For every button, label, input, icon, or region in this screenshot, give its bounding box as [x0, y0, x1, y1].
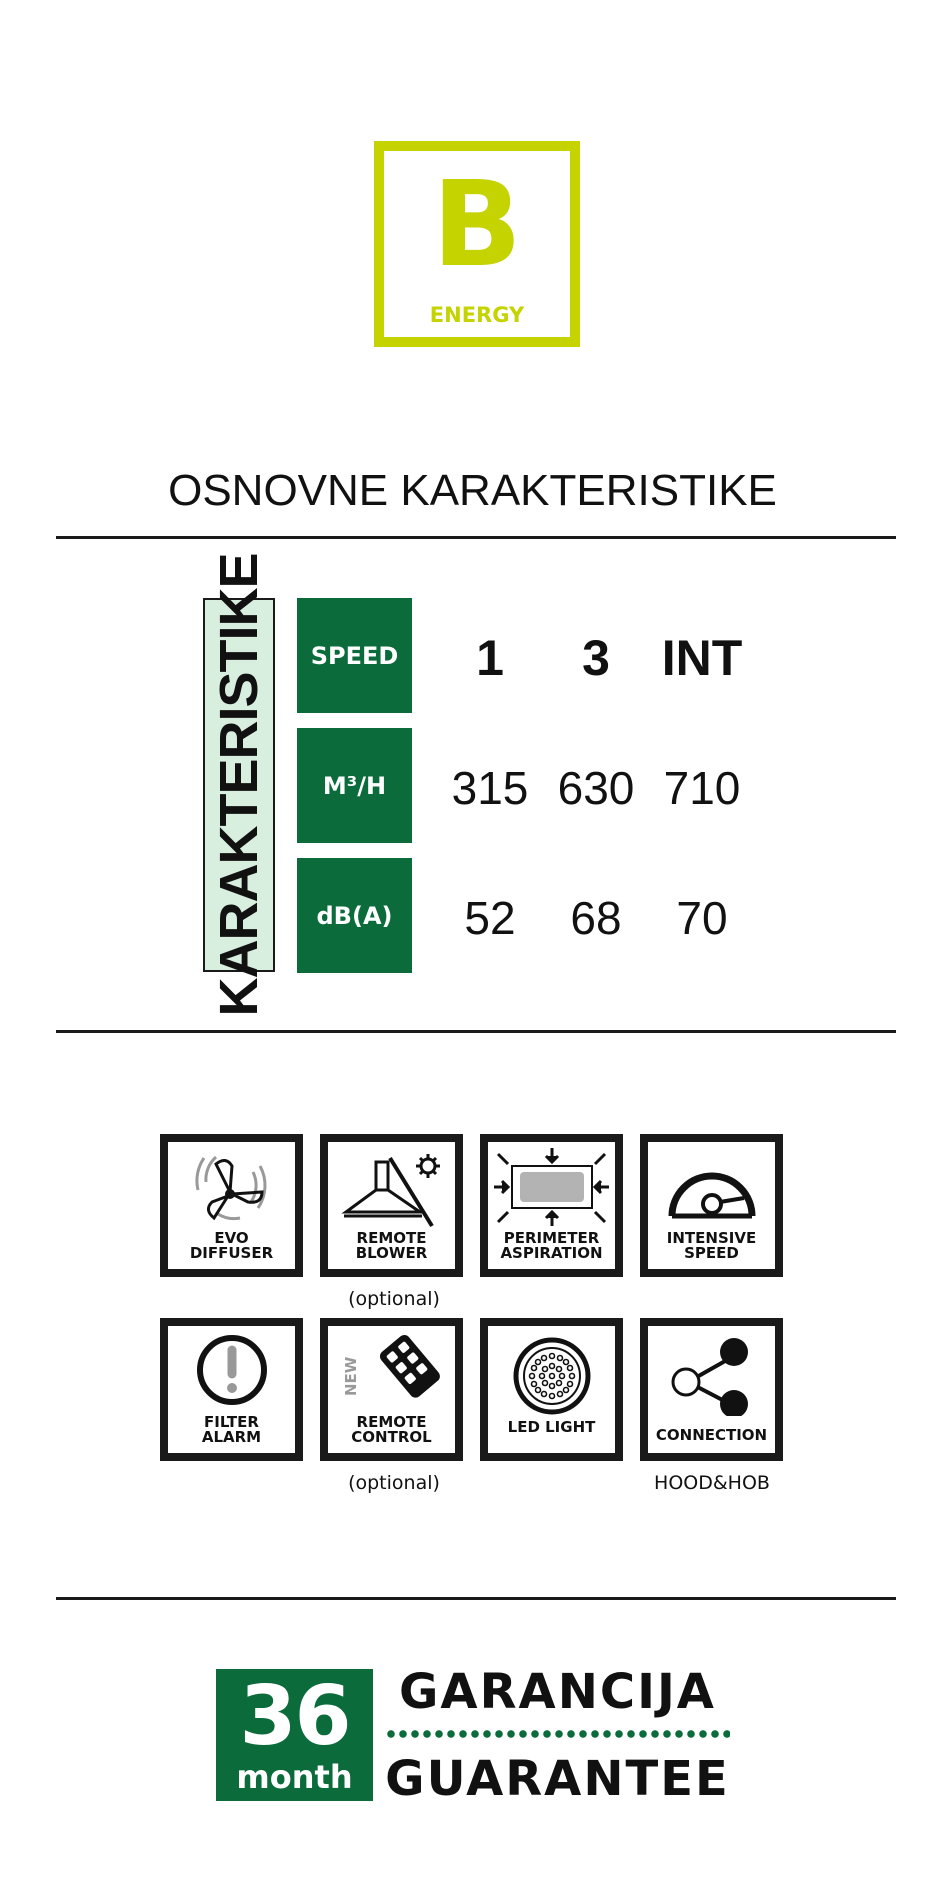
speed-value-2: 3	[582, 630, 610, 686]
feature-note-remote-control: (optional)	[348, 1472, 440, 1494]
guarantee-badge	[216, 1669, 373, 1801]
divider-middle	[56, 1030, 896, 1033]
remote-control-icon	[328, 1326, 455, 1416]
feature-label: PERIMETER ASPIRATION	[500, 1229, 603, 1262]
share-icon	[648, 1326, 775, 1416]
guarantee-line-2: GUARANTEE	[385, 1751, 730, 1807]
feature-connection	[640, 1318, 783, 1461]
feature-led-light	[480, 1318, 623, 1461]
row-label-noise: dB(A)	[297, 858, 412, 973]
row-label-speed: SPEED	[297, 598, 412, 713]
airflow-value-2: 630	[557, 762, 635, 814]
perimeter-arrows-icon	[488, 1142, 615, 1232]
fan-icon	[168, 1142, 295, 1232]
row-label-airflow: M³/H	[297, 728, 412, 843]
hood-gear-icon	[328, 1142, 455, 1232]
airflow-value-1: 315	[451, 762, 529, 814]
speedometer-icon	[648, 1142, 775, 1232]
feature-label: EVO DIFFUSER	[189, 1229, 274, 1262]
divider-top	[56, 536, 896, 539]
section-title: OSNOVNE KARAKTERISTIKE	[168, 466, 777, 515]
guarantee-number: 36	[239, 1669, 350, 1764]
feature-evo-diffuser	[160, 1134, 303, 1277]
energy-class-letter: B	[432, 155, 522, 293]
exclamation-icon	[168, 1326, 295, 1416]
feature-label: REMOTE CONTROL	[351, 1413, 432, 1446]
feature-intensive-speed	[640, 1134, 783, 1277]
characteristics-vertical-label	[203, 553, 275, 1017]
feature-note-remote-blower: (optional)	[348, 1288, 440, 1310]
feature-perimeter-aspiration	[480, 1134, 623, 1277]
feature-remote-blower	[320, 1134, 463, 1277]
feature-label: LED LIGHT	[507, 1418, 596, 1436]
feature-label: CONNECTION	[655, 1426, 768, 1444]
speed-value-1: 1	[476, 630, 504, 686]
energy-class-badge	[374, 141, 580, 347]
feature-label: INTENSIVE SPEED	[666, 1229, 757, 1262]
speed-value-3: INT	[661, 630, 743, 686]
feature-note-connection: HOOD&HOB	[654, 1472, 770, 1494]
feature-filter-alarm	[160, 1318, 303, 1461]
noise-value-3: 70	[676, 892, 728, 944]
divider-bottom	[56, 1597, 896, 1600]
led-light-icon	[488, 1326, 615, 1416]
guarantee-dotted-divider	[385, 1730, 730, 1738]
characteristics-label-text: KARAKTERISTIKE	[209, 553, 269, 1017]
airflow-value-3: 710	[663, 762, 741, 814]
feature-label: FILTER ALARM	[201, 1413, 262, 1446]
energy-label: ENERGY	[429, 303, 525, 327]
noise-value-2: 68	[570, 892, 622, 944]
new-badge: NEW	[342, 1356, 360, 1396]
guarantee-unit: month	[236, 1758, 353, 1796]
guarantee-line-1: GARANCIJA	[399, 1664, 716, 1720]
feature-remote-control	[320, 1318, 463, 1461]
noise-value-1: 52	[464, 892, 516, 944]
feature-label: REMOTE BLOWER	[355, 1229, 428, 1262]
